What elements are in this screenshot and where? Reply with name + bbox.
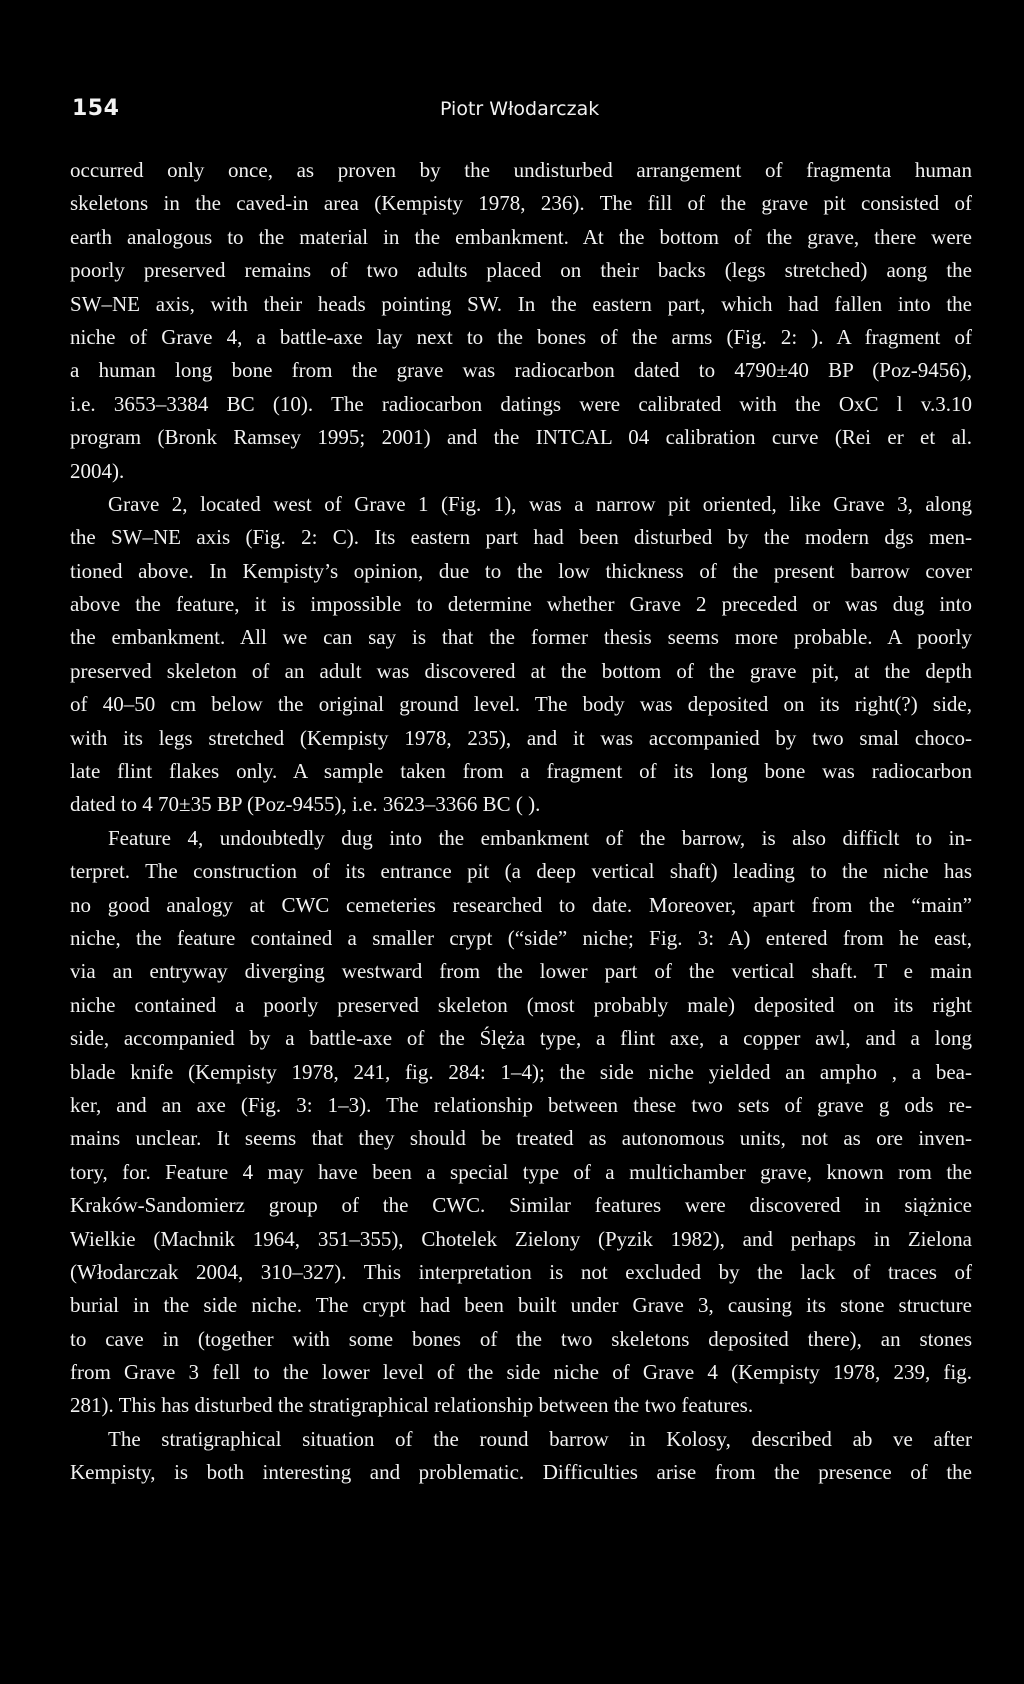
text-line: side, accompanied by a battle-axe of the Ślęża type, a flint axe, a copper awl, and a long bbox=[70, 1026, 972, 1051]
text-line: a human long bone from the grave was radiocarbon dated to 4790±40 BP (Poz-9456), bbox=[70, 358, 972, 383]
text-line: niche contained a poorly preserved skeleton (most probably male) deposited on its right bbox=[70, 992, 972, 1017]
text-line: SW–NE axis, with their heads pointing SW. In the eastern part, which had fallen into the bbox=[70, 291, 972, 316]
text-line: of 40–50 cm below the original ground level. The body was deposited on its right(?) side, bbox=[70, 692, 972, 717]
text-line: earth analogous to the material in the embankment. At the bottom of the grave, there were bbox=[70, 224, 972, 249]
text-line: ker, and an axe (Fig. 3: 1–3). The relationship between these two sets of grave g ods re- bbox=[70, 1092, 972, 1117]
text-line: above the feature, it is impossible to determine whether Grave 2 preceded or was dug into bbox=[70, 592, 972, 617]
text-line: dated to 4 70±35 BP (Poz-9455), i.e. 3623–3366 BC ( ). bbox=[70, 792, 541, 817]
page-number: 154 bbox=[72, 96, 120, 121]
text-line: Grave 2, located west of Grave 1 (Fig. 1), was a narrow pit oriented, like Grave 3, along bbox=[108, 491, 972, 516]
text-line: Kempisty, is both interesting and problematic. Difficulties arise from the presence of the bbox=[70, 1460, 972, 1485]
text-line: late flint flakes only. A sample taken from a fragment of its long bone was radiocarbon bbox=[70, 759, 972, 784]
text-line: skeletons in the caved-in area (Kempisty 1978, 236). The fill of the grave pit consisted of bbox=[70, 191, 972, 216]
text-line: to cave in (together with some bones of the two skeletons deposited there), an stones bbox=[70, 1326, 972, 1351]
text-line: Kraków-Sandomierz group of the CWC. Similar features were discovered in siążnice bbox=[70, 1193, 972, 1218]
text-line: The stratigraphical situation of the round barrow in Kolosy, described ab ve after bbox=[108, 1426, 972, 1451]
text-line: niche of Grave 4, a battle-axe lay next to the bones of the arms (Fig. 2: ). A fragment of bbox=[70, 324, 972, 349]
text-line: poorly preserved remains of two adults placed on their backs (legs stretched) aong the bbox=[70, 258, 972, 283]
text-line: the SW–NE axis (Fig. 2: C). Its eastern part had been disturbed by the modern dgs men- bbox=[70, 525, 972, 550]
text-line: with its legs stretched (Kempisty 1978, 235), and it was accompanied by two smal choco- bbox=[70, 725, 972, 750]
text-line: 281). This has disturbed the stratigraphical relationship between the two features. bbox=[70, 1393, 754, 1418]
text-line: preserved skeleton of an adult was discovered at the bottom of the grave pit, at the depth bbox=[70, 658, 972, 683]
text-line: Feature 4, undoubtedly dug into the embankment of the barrow, is also difficlt to in- bbox=[108, 825, 972, 850]
text-line: tioned above. In Kempisty’s opinion, due to the low thickness of the present barrow cover bbox=[70, 558, 972, 583]
text-line: i.e. 3653–3384 BC (10). The radiocarbon datings were calibrated with the OxC l v.3.10 bbox=[70, 391, 972, 416]
text-line: blade knife (Kempisty 1978, 241, fig. 284: 1–4); the side niche yielded an ampho , a bea- bbox=[70, 1059, 972, 1084]
text-line: program (Bronk Ramsey 1995; 2001) and the INTCAL 04 calibration curve (Rei er et al. bbox=[70, 425, 972, 450]
text-line: mains unclear. It seems that they should be treated as autonomous units, not as ore inven- bbox=[70, 1126, 972, 1151]
page-header bbox=[72, 96, 612, 126]
running-head-author: Piotr Włodarczak bbox=[440, 98, 600, 120]
text-line: tory, for. Feature 4 may have been a special type of a multichamber grave, known rom the bbox=[70, 1159, 972, 1184]
text-line: burial in the side niche. The crypt had been built under Grave 3, causing its stone structure bbox=[70, 1293, 972, 1318]
text-line: niche, the feature contained a smaller crypt (“side” niche; Fig. 3: A) entered from he east, bbox=[70, 925, 972, 950]
text-line: from Grave 3 fell to the lower level of the side niche of Grave 4 (Kempisty 1978, 239, fig. bbox=[70, 1360, 972, 1385]
text-line: the embankment. All we can say is that the former thesis seems more probable. A poorly bbox=[70, 625, 972, 650]
text-line: via an entryway diverging westward from the lower part of the vertical shaft. T e main bbox=[70, 959, 972, 984]
text-line: (Włodarczak 2004, 310–327). This interpretation is not excluded by the lack of traces of bbox=[70, 1259, 972, 1284]
text-line: Wielkie (Machnik 1964, 351–355), Chotelek Zielony (Pyzik 1982), and perhaps in Zielona bbox=[70, 1226, 972, 1251]
body-text bbox=[70, 154, 972, 1490]
text-line: terpret. The construction of its entrance pit (a deep vertical shaft) leading to the niche has bbox=[70, 859, 972, 884]
text-line: occurred only once, as proven by the undisturbed arrangement of fragmenta human bbox=[70, 158, 972, 182]
text-line: no good analogy at CWC cemeteries researched to date. Moreover, apart from the “main” bbox=[70, 892, 972, 917]
text-line: 2004). bbox=[70, 458, 125, 483]
